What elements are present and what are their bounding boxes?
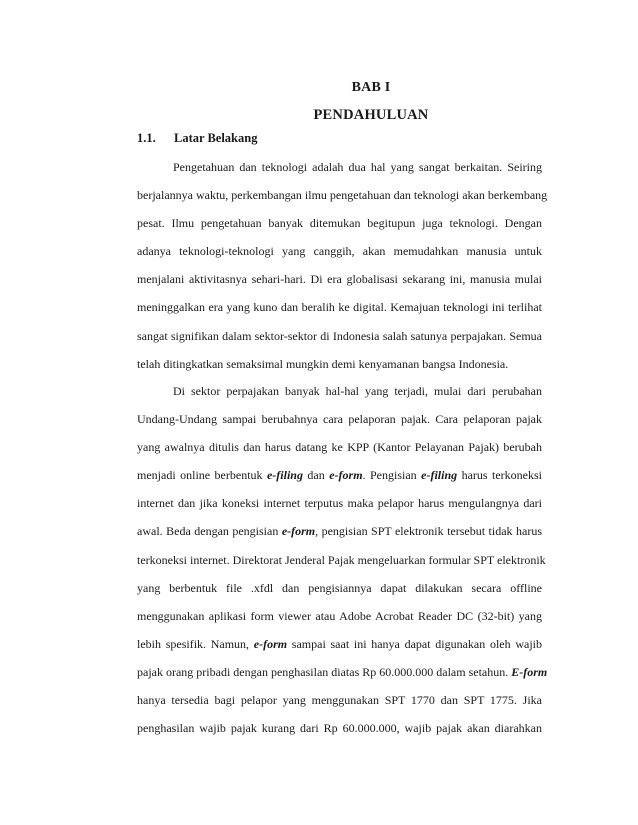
paragraph-line: telah ditingkatkan semaksimal mungkin demi kenyamanan bangsa Indonesia. <box>137 356 509 371</box>
paragraph-line <box>137 461 542 489</box>
text-run: dan <box>302 468 330 483</box>
paragraph-line: Undang-Undang sampai berubahnya cara pelaporan pajak. Cara pelaporan pajak <box>137 412 542 427</box>
text-run: lebih spesifik. Namun, <box>137 636 254 651</box>
text-run: , pengisian SPT elektronik tersebut tidak harus <box>315 524 542 539</box>
text-run: harus terkoneksi <box>457 468 543 483</box>
paragraph-line: hanya tersedia bagi pelapor yang menggunakan SPT 1770 dan SPT 1775. Jika <box>137 693 542 708</box>
paragraph-line: meninggalkan era yang kuno dan beralih ke digital. Kemajuan teknologi ini terlihat <box>137 300 542 315</box>
text-run: sampai saat ini hanya dapat digunakan oleh wajib <box>287 636 542 651</box>
paragraph-line: sangat signifikan dalam sektor-sektor di Indonesia salah satunya perpajakan. Semua <box>137 328 542 343</box>
term-eform: E-form <box>511 664 548 679</box>
text-run: . Pengisian <box>362 468 422 483</box>
paragraph-line: pesat. Ilmu pengetahuan banyak ditemukan begitupun juga teknologi. Dengan <box>137 216 542 231</box>
paragraph-line: yang berbentuk file .xfdl dan pengisiannya dapat dilakukan secara offline <box>137 580 542 595</box>
paragraph-line <box>137 517 542 545</box>
paragraph-line: terkoneksi internet. Direktorat Jenderal Pajak mengeluarkan formular SPT elektronik <box>137 552 546 567</box>
section-heading <box>137 131 257 146</box>
chapter-title: PENDAHULUAN <box>313 107 429 123</box>
section-number: 1.1. <box>137 131 156 145</box>
term-efiling: e-filing <box>421 468 458 483</box>
text-run: menjadi online berbentuk <box>137 468 267 483</box>
paragraph-line: Di sektor perpajakan banyak hal-hal yang terjadi, mulai dari perubahan <box>173 384 542 398</box>
paragraph-line: menjalani aktivitasnya sehari-hari. Di era globalisasi sekarang ini, manusia mulai <box>137 272 542 287</box>
paragraph-line: berjalannya waktu, perkembangan ilmu pengetahuan dan teknologi akan berkembang <box>137 188 548 203</box>
term-eform: e-form <box>281 524 316 539</box>
term-efiling: e-filing <box>266 468 303 483</box>
paragraph-line: menggunakan aplikasi form viewer atau Adobe Acrobat Reader DC (32-bit) yang <box>137 608 542 623</box>
chapter-number: BAB I <box>351 80 391 95</box>
term-eform: e-form <box>253 636 288 651</box>
paragraph-line: adanya teknologi-teknologi yang canggih, akan memudahkan manusia untuk <box>137 244 542 259</box>
paragraph-line <box>137 630 542 658</box>
text-run: pajak orang pribadi dengan penghasilan diatas Rp 60.000.000 dalam setahun. <box>137 664 512 679</box>
paragraph-2 <box>137 377 548 742</box>
paragraph-line: yang awalnya ditulis dan harus datang ke KPP (Kantor Pelayanan Pajak) berubah <box>137 440 542 455</box>
section-title: Latar Belakang <box>174 131 258 145</box>
paragraph-line: internet dan jika koneksi internet terputus maka pelapor harus mengulangnya dari <box>137 496 542 511</box>
paragraph-line <box>137 658 548 686</box>
term-eform: e-form <box>329 468 363 483</box>
paragraph-1 <box>137 153 548 378</box>
paragraph-line: penghasilan wajib pajak kurang dari Rp 60.000.000, wajib pajak akan diarahkan <box>137 721 542 736</box>
text-run: awal. Beda dengan pengisian <box>137 524 282 539</box>
paragraph-line: Pengetahuan dan teknologi adalah dua hal yang sangat berkaitan. Seiring <box>173 160 542 174</box>
